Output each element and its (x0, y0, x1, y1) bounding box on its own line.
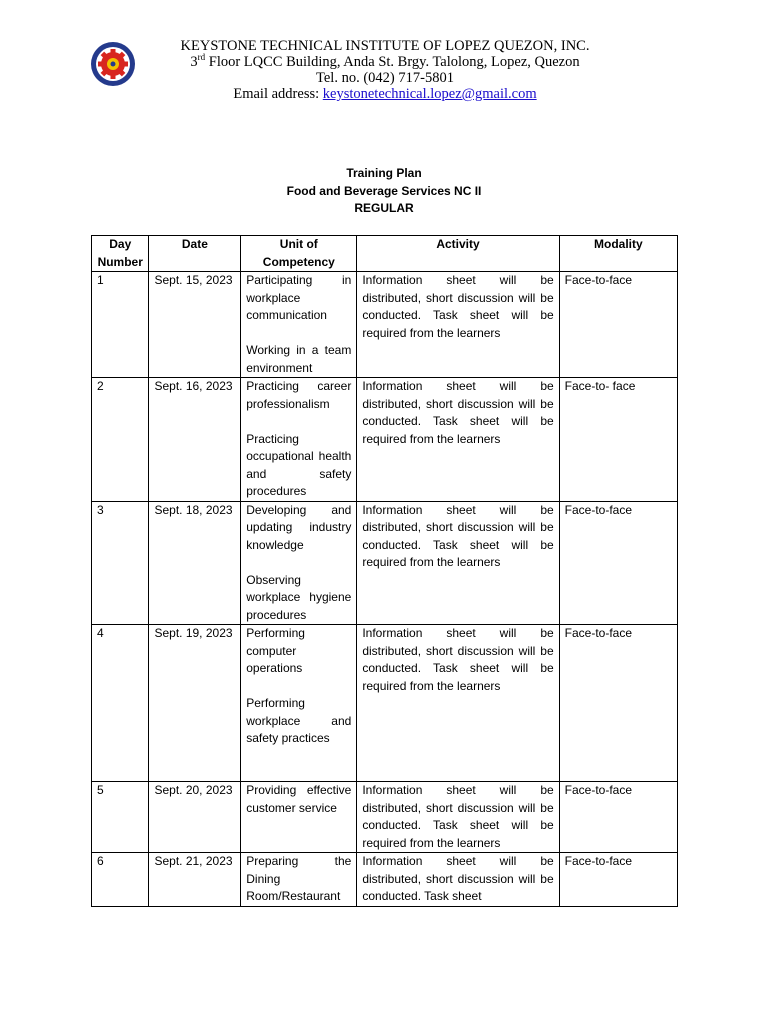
header-day-number (92, 236, 149, 272)
table-row (92, 272, 678, 378)
unit-spacer (246, 678, 351, 696)
unit-spacer (246, 554, 351, 572)
address-rest: Floor LQCC Building, Anda St. Brgy. Talolong, Lopez, Quezon (205, 54, 580, 70)
document-title-block (0, 165, 768, 218)
header-activity: Activity (357, 236, 559, 272)
cell-unit-of-competency (241, 378, 357, 502)
header-unit-of-competency (241, 236, 357, 272)
cell-modality: Face-to-face (559, 782, 677, 853)
cell-unit-of-competency (241, 853, 357, 907)
address-ordinal-suffix: rd (197, 52, 206, 63)
unit-spacer (246, 325, 351, 343)
training-plan-table (91, 235, 678, 907)
cell-unit-of-competency (241, 272, 357, 378)
unit-item: Participating in workplace communication (246, 273, 352, 322)
address-ordinal: 3 (190, 54, 198, 70)
header-unit-line1: Unit of (279, 237, 318, 251)
header-day-line2: Number (97, 254, 143, 269)
unit-item: Practicing career professionalism (246, 379, 352, 411)
institution-name: KEYSTONE TECHNICAL INSTITUTE OF LOPEZ QUEZON, INC. (180, 38, 590, 54)
unit-item: Working in a team environment (246, 343, 352, 375)
cell-date: Sept. 19, 2023 (149, 625, 241, 782)
institution-email-line (140, 86, 630, 102)
institution-tel: Tel. no. (042) 717-5801 (316, 70, 454, 86)
unit-item: Performing workplace and safety practices (246, 696, 352, 745)
cell-modality: Face-to- face (559, 378, 677, 502)
unit-item: Performing computer operations (246, 626, 305, 675)
unit-item: Developing and updating industry knowledge (246, 502, 352, 552)
cell-date: Sept. 15, 2023 (149, 272, 241, 378)
cell-day: 3 (92, 501, 149, 625)
cell-activity: Information sheet will be distributed, short discussion will be conducted. Task sheet will be required from the learners (357, 625, 559, 782)
cell-unit-of-competency (241, 501, 357, 625)
cell-unit-of-competency (241, 782, 357, 853)
cell-unit-of-competency (241, 625, 357, 782)
table-row (92, 853, 678, 907)
cell-date: Sept. 18, 2023 (149, 501, 241, 625)
document-type: REGULAR (354, 201, 414, 215)
header-unit-line2: Competency (262, 254, 335, 269)
cell-day: 2 (92, 378, 149, 502)
cell-date: Sept. 20, 2023 (149, 782, 241, 853)
unit-item: Providing effective customer service (246, 783, 352, 815)
unit-item: Preparing the Dining Room/Restaurant (246, 854, 352, 903)
table-row (92, 782, 678, 853)
cell-modality: Face-to-face (559, 272, 677, 378)
cell-modality: Face-to-face (559, 853, 677, 907)
letterhead-text (140, 38, 630, 102)
header-day-line1: Day (109, 237, 132, 251)
cell-activity: Information sheet will be distributed, short discussion will be conducted. Task sheet will be required from the learners (357, 782, 559, 853)
cell-day: 1 (92, 272, 149, 378)
cell-activity: Information sheet will be distributed, short discussion will be conducted. Task sheet will be required from the learners (357, 501, 559, 625)
email-link[interactable]: keystonetechnical.lopez@gmail.com (322, 86, 537, 102)
table-row (92, 625, 678, 782)
header-date: Date (149, 236, 241, 272)
cell-day: 6 (92, 853, 149, 907)
cell-day: 4 (92, 625, 149, 782)
unit-item: Observing workplace hygiene procedures (246, 572, 352, 622)
institute-logo (90, 41, 136, 87)
unit-item: Practicing occupational health and safety procedures (246, 431, 352, 498)
cell-date: Sept. 16, 2023 (149, 378, 241, 502)
table-header-row (92, 236, 678, 272)
header-modality: Modality (559, 236, 677, 272)
table-row (92, 501, 678, 625)
institution-address (140, 54, 630, 70)
document-title: Training Plan (346, 166, 422, 180)
document-subtitle: Food and Beverage Services NC II (286, 183, 482, 198)
cell-day: 5 (92, 782, 149, 853)
cell-date: Sept. 21, 2023 (149, 853, 241, 907)
cell-modality: Face-to-face (559, 625, 677, 782)
cell-activity: Information sheet will be distributed, short discussion will be conducted. Task sheet will be required from the learners (357, 378, 559, 502)
cell-modality: Face-to-face (559, 501, 677, 625)
cell-activity: Information sheet will be distributed, short discussion will be conducted. Task sheet will be required from the learners (357, 272, 559, 378)
email-label: Email address: (233, 86, 323, 102)
cell-activity: Information sheet will be distributed, short discussion will be conducted. Task sheet (357, 853, 559, 907)
unit-spacer (246, 413, 351, 431)
table-row (92, 378, 678, 502)
